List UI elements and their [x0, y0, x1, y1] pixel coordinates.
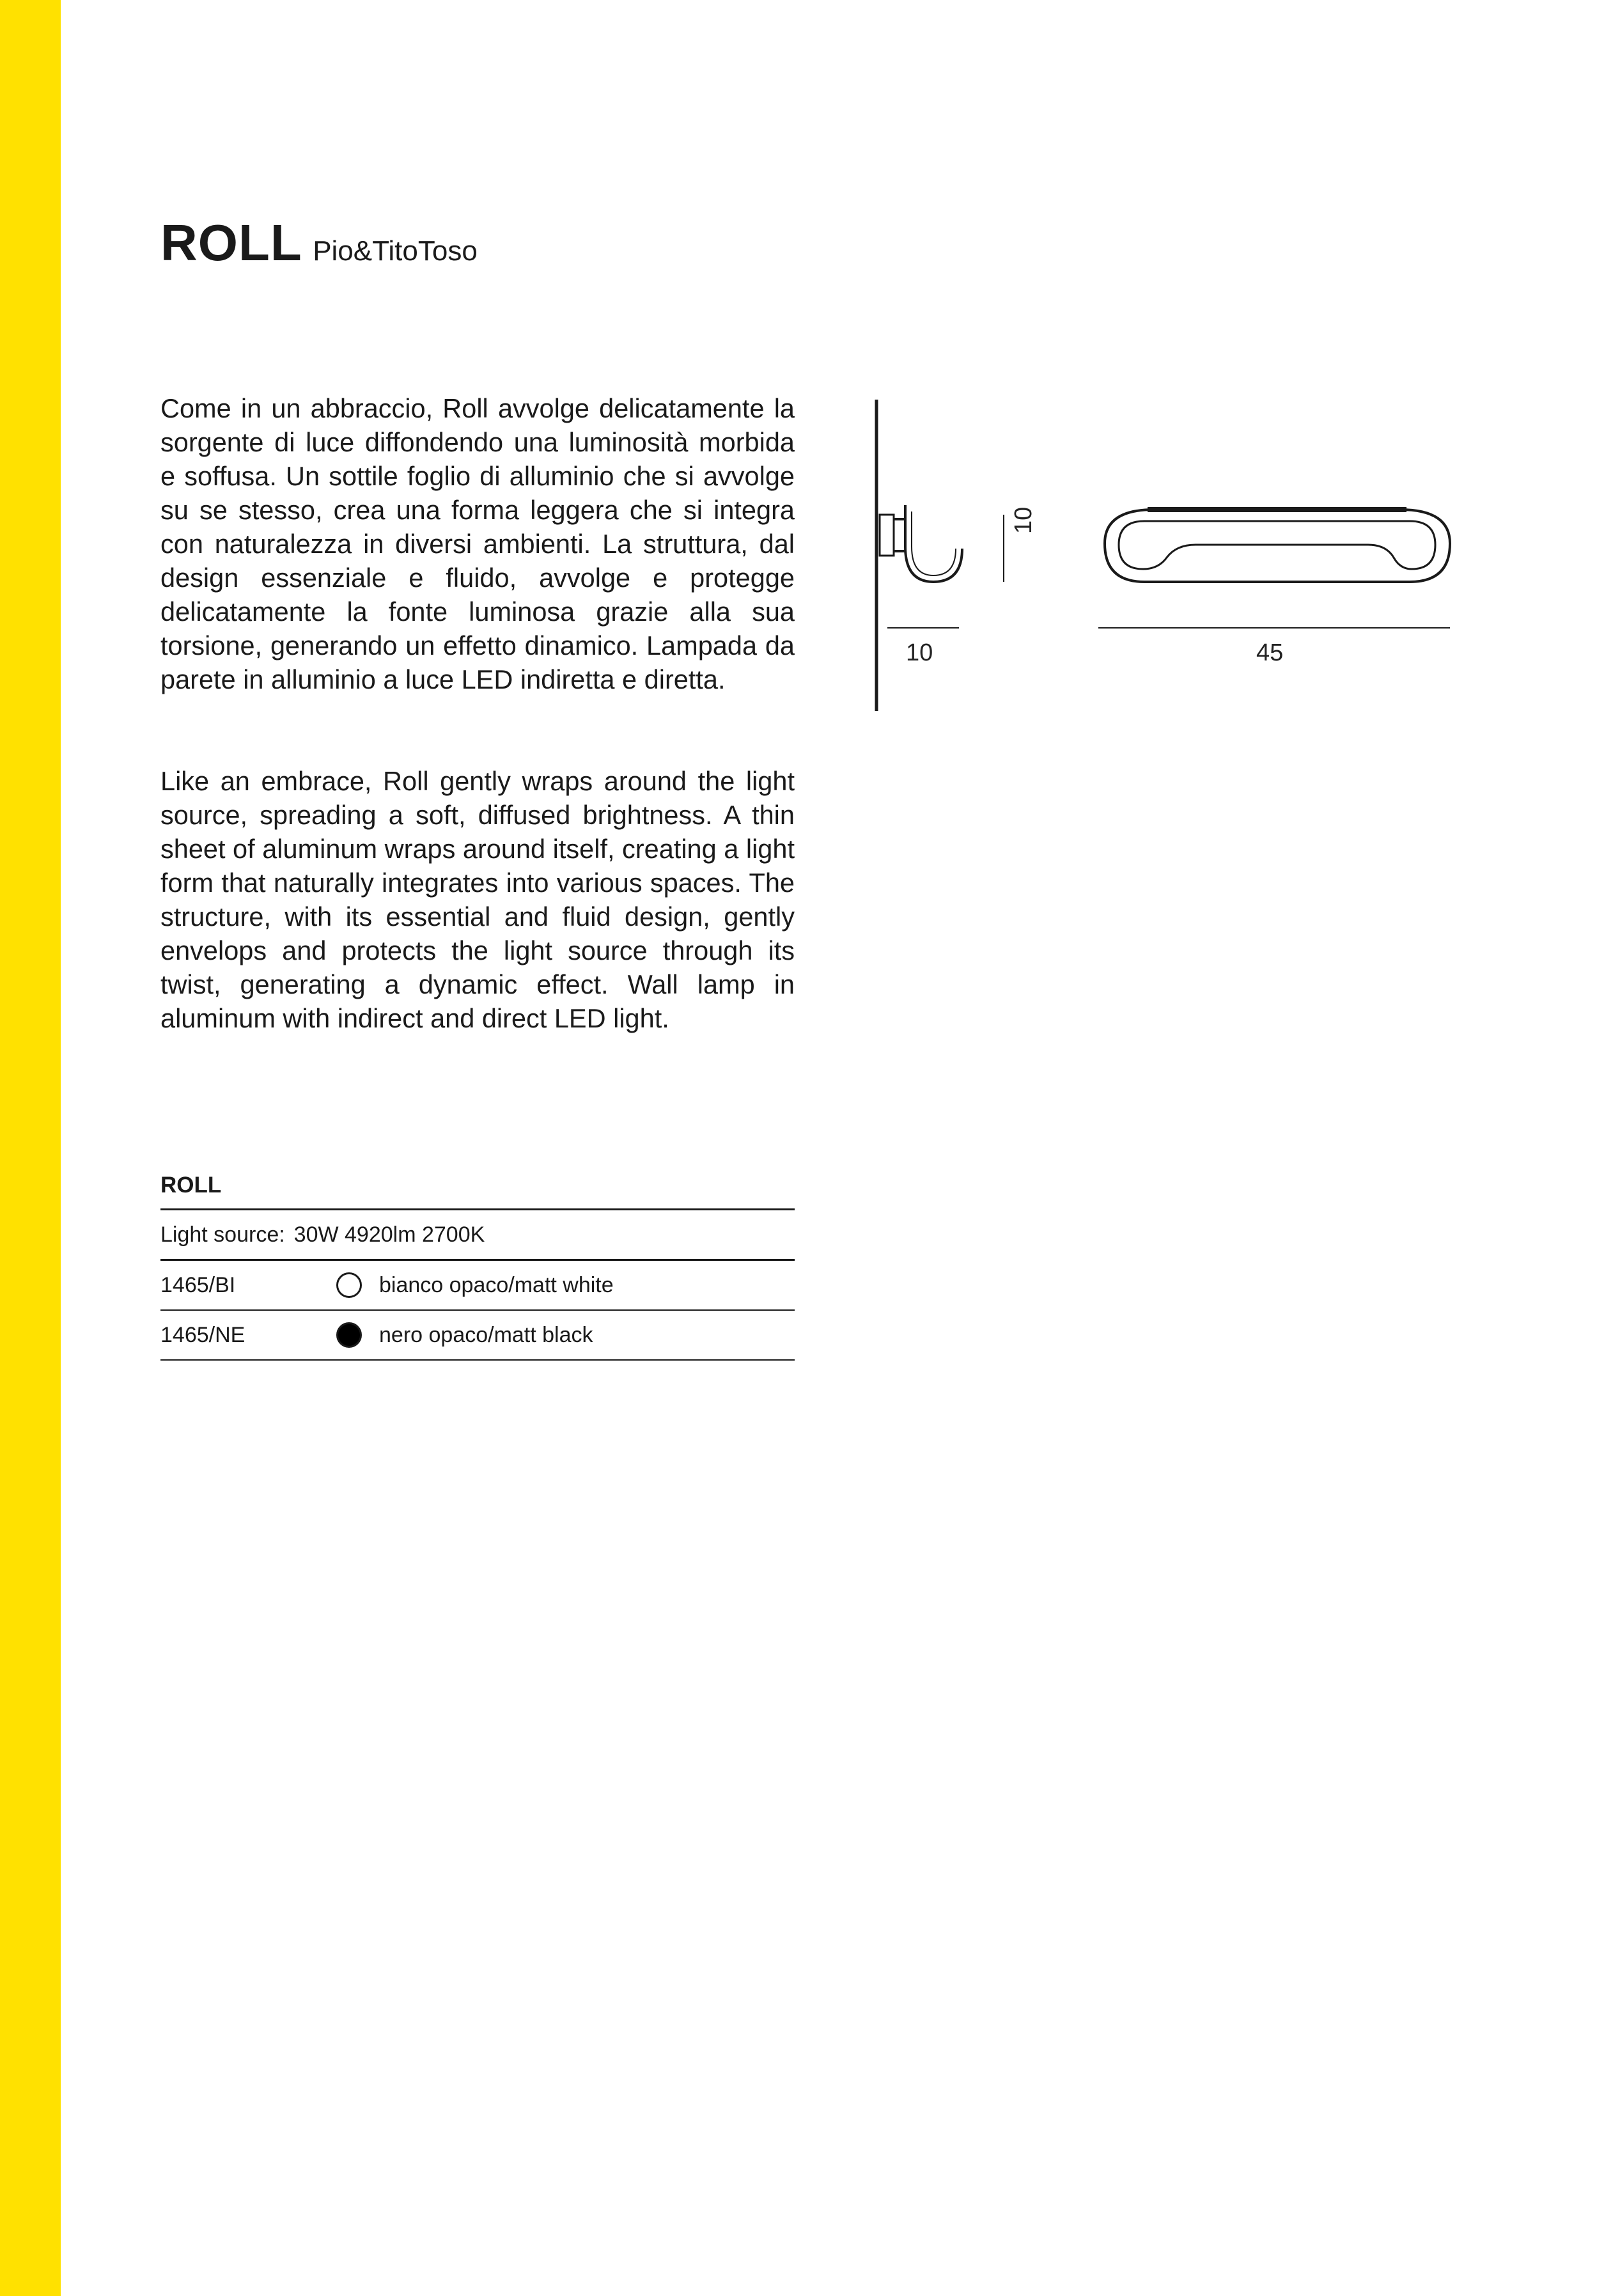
- depth-dimension: 10: [906, 639, 933, 666]
- variant-finish: bianco opaco/matt white: [379, 1273, 614, 1297]
- light-source-row: [160, 1210, 795, 1261]
- variant-row: [160, 1311, 795, 1361]
- front-view-drawing: [1098, 510, 1450, 628]
- page-title: [160, 214, 478, 271]
- product-name: ROLL: [160, 214, 302, 271]
- wall-mount-bracket: [880, 515, 894, 556]
- description-italian: Come in un abbraccio, Roll avvolge delicatamente la sorgente di luce diffondendo una luminosità morbida e soffusa. Un sottile foglio di alluminio che si avvolge su se stesso, crea una forma leggera che si integra con naturalezza in diversi ambienti. La struttura, dal design essenziale e fluido, avvolge e protegge delicatamente la fonte luminosa grazie alla sua torsione, generando un effetto dinamico. Lampada da parete in alluminio a luce LED indiretta e diretta.: [160, 393, 795, 694]
- lamp-profile: [905, 505, 962, 582]
- spec-title: ROLL: [160, 1170, 795, 1210]
- variant-code: 1465/BI: [160, 1273, 236, 1297]
- yellow-side-bar: [0, 0, 61, 2296]
- designer-name: Pio&TitoToso: [313, 235, 478, 267]
- technical-drawing: [863, 390, 1470, 722]
- variant-code: 1465/NE: [160, 1323, 245, 1347]
- spec-table: [160, 1170, 795, 1361]
- light-source-label: Light source:: [160, 1222, 285, 1247]
- width-dimension: 45: [1256, 639, 1284, 666]
- black-swatch-icon: [336, 1322, 362, 1348]
- variant-row: [160, 1261, 795, 1311]
- white-swatch-icon: [336, 1272, 362, 1298]
- light-source-value: 30W 4920lm 2700K: [293, 1222, 485, 1247]
- height-dimension: 10: [1010, 506, 1037, 534]
- variant-finish: nero opaco/matt black: [379, 1323, 593, 1347]
- description-english: Like an embrace, Roll gently wraps around the light source, spreading a soft, diffused brightness. A thin sheet of aluminum wraps around itself, creating a light form that naturally integrates into various spaces. The structure, with its essential and fluid design, gently envelops and protects the light source through its twist, generating a dynamic effect. Wall lamp in aluminum with indirect and direct LED light.: [160, 766, 795, 1033]
